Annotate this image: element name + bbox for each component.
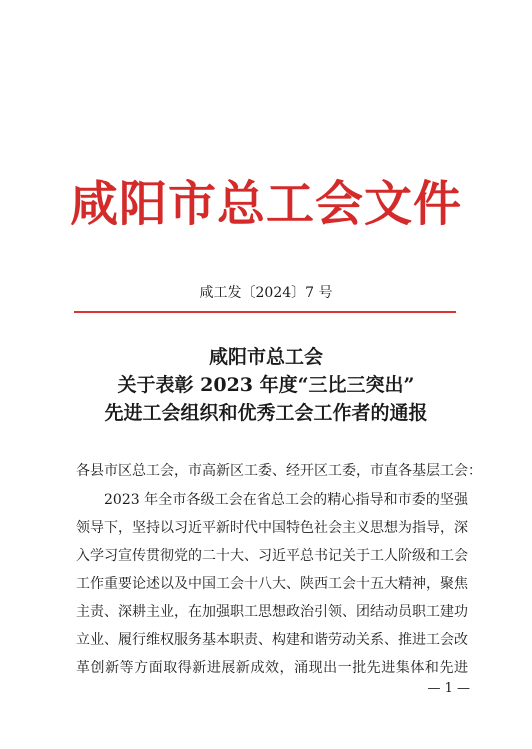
title-line-2: 关于表彰 2023 年度“三比三突出” <box>117 374 415 396</box>
title-line-3: 先进工会组织和优秀工会工作者的通报 <box>104 402 428 424</box>
body-line: 领导下，坚持以习近平新时代中国特色社会主义思想为指导，深 <box>76 520 468 536</box>
salutation: 各县市区总工会，市高新区工委、经开区工委，市直各基层工会： <box>76 463 482 479</box>
page-number: — 1 — <box>427 681 470 696</box>
body-paragraph <box>76 486 468 682</box>
document-number: 咸工发〔2024〕7 号 <box>199 285 333 301</box>
red-divider-line <box>74 311 456 313</box>
document-title <box>0 343 532 427</box>
body-line: 革创新等方面取得新进展新成效，涌现出一批先进集体和先进 <box>76 660 468 676</box>
body-line: 2023 年全市各级工会在省总工会的精心指导和市委的坚强 <box>104 492 468 508</box>
body-line: 工作重要论述以及中国工会十八大、陕西工会十五大精神，聚焦 <box>76 576 468 592</box>
document-header-title: 咸阳市总工会文件 <box>69 176 462 232</box>
body-line: 主责、深耕主业，在加强职工思想政治引领、团结动员职工建功 <box>76 604 468 620</box>
body-line: 入学习宣传贯彻党的二十大、习近平总书记关于工人阶级和工会 <box>76 548 468 564</box>
body-line: 立业、履行维权服务基本职责、构建和谐劳动关系、推进工会改 <box>76 632 468 648</box>
title-line-1: 咸阳市总工会 <box>208 346 323 368</box>
